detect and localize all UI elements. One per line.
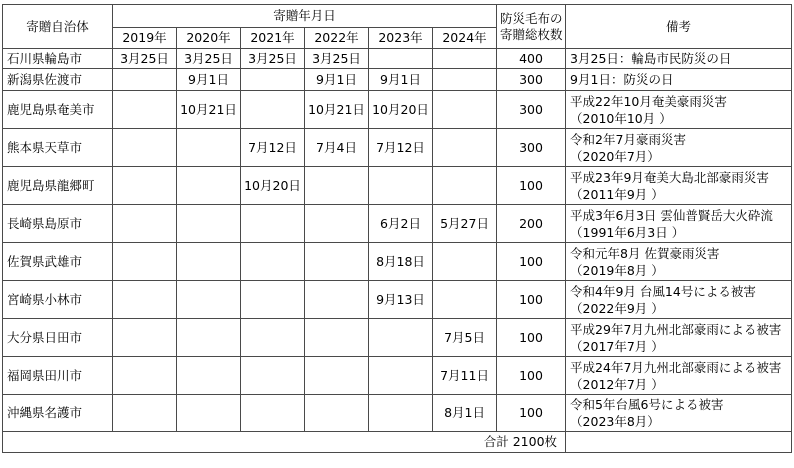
remarks-line: 3月25日：輪島市民防災の日 [570,51,732,66]
blanket-count-cell: 100 [497,243,566,281]
municipality-cell: 鹿児島県奄美市 [3,91,113,129]
date-cell [241,319,305,357]
grand-total-blank [566,432,792,453]
municipality-cell: 長崎県島原市 [3,205,113,243]
remarks-cell [566,395,792,432]
remarks-line: 平成24年7月九州北部豪雨による被害 [570,359,782,375]
date-cell [433,49,497,69]
date-cell: 3月25日 [113,49,177,69]
date-cell [305,357,369,395]
date-cell [433,281,497,319]
date-cell: 10月20日 [369,91,433,129]
remarks-cell [566,167,792,205]
remarks-line: 令和2年7月豪雨災害 [570,131,686,147]
date-cell [305,319,369,357]
date-cell [305,243,369,281]
remarks-cell [566,49,792,69]
date-cell: 9月13日 [369,281,433,319]
remarks-line: 平成22年10月奄美豪雨災害 [570,93,727,109]
header-year: 2024年 [433,28,497,49]
blanket-count-cell: 200 [497,205,566,243]
blanket-count-cell: 300 [497,91,566,129]
remarks-line: 令和5年台風6号による被害 [570,397,724,412]
date-cell: 8月18日 [369,243,433,281]
table-row [3,69,792,91]
remarks-cell [566,243,792,281]
municipality-cell: 新潟県佐渡市 [3,69,113,91]
table-row [3,205,792,243]
date-cell [113,395,177,432]
header-year: 2021年 [241,28,305,49]
municipality-cell: 大分県日田市 [3,319,113,357]
municipality-cell: 鹿児島県龍郷町 [3,167,113,205]
header-remarks: 備考 [566,5,792,49]
date-cell [433,129,497,167]
table-row [3,91,792,129]
date-cell: 3月25日 [177,49,241,69]
date-cell [177,129,241,167]
date-cell: 9月1日 [305,69,369,91]
blanket-count-cell: 100 [497,319,566,357]
remarks-line: 令和4年9月 台風14号による被害 [570,283,756,299]
date-cell [241,243,305,281]
table-row [3,129,792,167]
date-cell: 5月27日 [433,205,497,243]
header-municipality: 寄贈自治体 [3,5,113,49]
remarks-line: 平成29年7月九州北部豪雨による被害 [570,321,782,337]
remarks-line: （2019年8月 ） [570,262,664,278]
remarks-cell [566,91,792,129]
grand-total: 合計 2100枚 [3,432,566,453]
blanket-count-cell: 300 [497,129,566,167]
date-cell [305,281,369,319]
municipality-cell: 熊本県天草市 [3,129,113,167]
date-cell [177,357,241,395]
date-cell: 7月12日 [241,129,305,167]
date-cell [433,69,497,91]
date-cell [113,167,177,205]
remarks-line: （2022年9月 ） [570,300,664,316]
date-cell: 10月20日 [241,167,305,205]
date-cell [369,357,433,395]
table-row [3,319,792,357]
remarks-cell [566,69,792,91]
remarks-line: 平成23年9月奄美大島北部豪雨災害 [570,169,769,185]
date-cell [433,91,497,129]
remarks-line: （2017年7月 ） [570,338,664,354]
header-donation-date: 寄贈年月日 [113,5,497,28]
remarks-line: （2020年7月） [570,148,660,164]
table-row [3,395,792,432]
municipality-cell: 沖縄県名護市 [3,395,113,432]
municipality-cell: 宮崎県小林市 [3,281,113,319]
date-cell [177,281,241,319]
header-year: 2023年 [369,28,433,49]
remarks-line: （1991年6月3日 ） [570,224,685,240]
date-cell [113,205,177,243]
date-cell: 10月21日 [305,91,369,129]
blanket-count-cell: 300 [497,69,566,91]
date-cell: 7月4日 [305,129,369,167]
blanket-count-cell: 100 [497,395,566,432]
date-cell [113,319,177,357]
table-row [3,243,792,281]
date-cell [113,69,177,91]
date-cell: 7月12日 [369,129,433,167]
table-row [3,357,792,395]
date-cell [241,205,305,243]
date-cell [241,91,305,129]
blanket-count-cell: 100 [497,281,566,319]
date-cell [177,395,241,432]
date-cell [113,243,177,281]
remarks-cell [566,129,792,167]
date-cell [369,167,433,205]
date-cell [113,357,177,395]
blanket-count-cell: 100 [497,357,566,395]
date-cell [177,243,241,281]
date-cell: 3月25日 [241,49,305,69]
date-cell: 10月21日 [177,91,241,129]
remarks-line: 平成3年6月3日 雲仙普賢岳大火砕流 [570,207,773,223]
municipality-cell: 佐賀県武雄市 [3,243,113,281]
header-total-blankets-line1: 防災毛布の [500,10,563,26]
date-cell [433,243,497,281]
remarks-line: （2012年7月 ） [570,376,664,392]
remarks-cell [566,281,792,319]
header-year: 2022年 [305,28,369,49]
blanket-count-cell: 400 [497,49,566,69]
date-cell [241,357,305,395]
date-cell [305,395,369,432]
remarks-line: 9月1日：防災の日 [570,72,674,87]
date-cell [241,281,305,319]
remarks-line: （2010年10月 ） [570,110,672,126]
header-year: 2019年 [113,28,177,49]
remarks-line: （2011年9月 ） [570,186,664,202]
date-cell: 7月5日 [433,319,497,357]
table-row [3,281,792,319]
date-cell [241,69,305,91]
date-cell: 6月2日 [369,205,433,243]
date-cell: 3月25日 [305,49,369,69]
table-row [3,49,792,69]
date-cell [369,49,433,69]
donation-table [2,4,792,453]
date-cell [177,319,241,357]
date-cell [113,91,177,129]
municipality-cell: 石川県輪島市 [3,49,113,69]
date-cell: 8月1日 [433,395,497,432]
blanket-count-cell: 100 [497,167,566,205]
remarks-line: （2023年8月） [570,414,660,429]
date-cell [369,319,433,357]
date-cell: 7月11日 [433,357,497,395]
date-cell [113,281,177,319]
remarks-cell [566,205,792,243]
date-cell: 9月1日 [369,69,433,91]
date-cell [177,205,241,243]
date-cell [113,129,177,167]
date-cell [305,167,369,205]
remarks-cell [566,319,792,357]
header-total-blankets [497,5,566,49]
date-cell [177,167,241,205]
header-year: 2020年 [177,28,241,49]
date-cell [241,395,305,432]
remarks-cell [566,357,792,395]
municipality-cell: 福岡県田川市 [3,357,113,395]
date-cell [369,395,433,432]
date-cell [305,205,369,243]
date-cell [433,167,497,205]
date-cell: 9月1日 [177,69,241,91]
header-total-blankets-line2: 寄贈総枚数 [500,26,563,42]
table-row [3,167,792,205]
remarks-line: 令和元年8月 佐賀豪雨災害 [570,245,720,261]
